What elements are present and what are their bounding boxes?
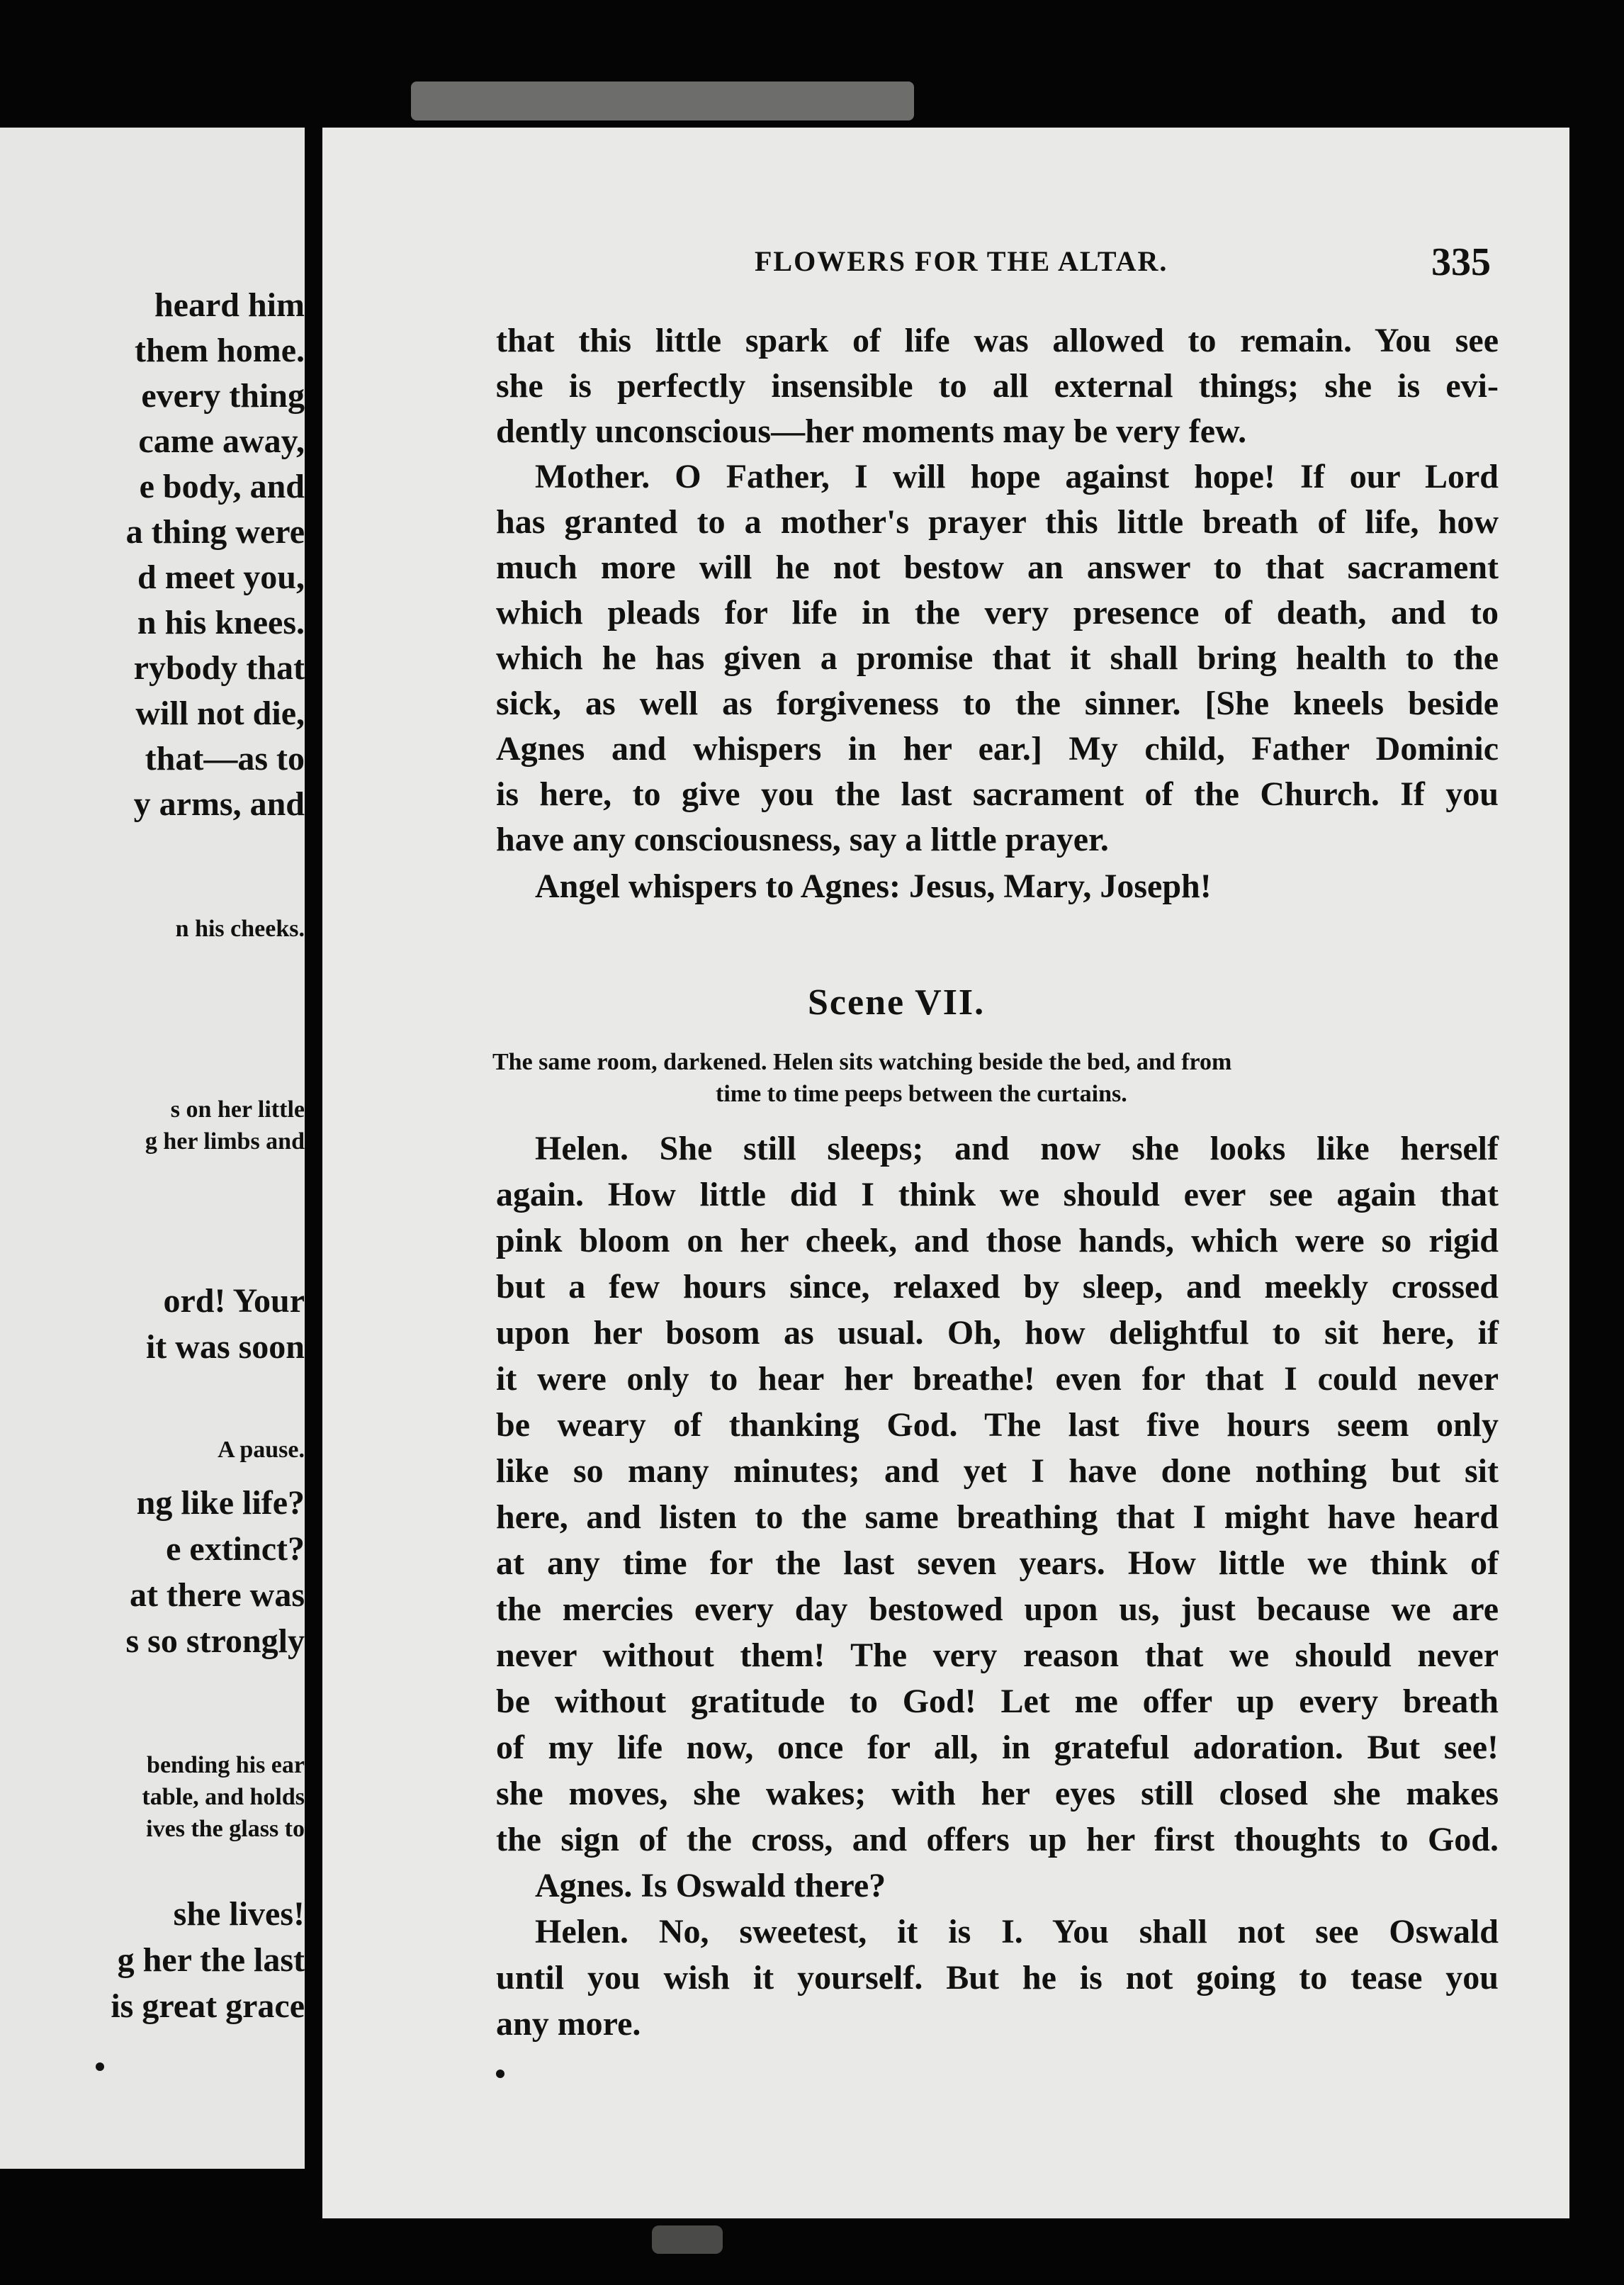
text-line: of my life now, once for all, in grateful adoration. But see! (496, 1729, 1499, 1766)
left-text-line: them home. (135, 332, 305, 369)
left-text-line: n his cheeks. (175, 916, 305, 942)
left-text-line: came away, (138, 422, 305, 460)
text-line: she moves, she wakes; with her eyes still closed she makes (496, 1775, 1499, 1812)
text-line: Agnes. Is Oswald there? (535, 1867, 886, 1904)
left-text-line: s on her little (170, 1096, 305, 1123)
text-line: Agnes and whispers in her ear.] My child, Father Dominic (496, 730, 1499, 768)
left-text-line: y arms, and (133, 785, 305, 823)
left-text-line: d meet you, (137, 558, 305, 596)
left-text-line: s so strongly (125, 1622, 305, 1660)
text-line: like so many minutes; and yet I have done nothing but sit (496, 1452, 1499, 1490)
left-text-line: ng like life? (136, 1484, 305, 1522)
left-text-line: a thing were (125, 513, 305, 551)
left-text-line: every thing (141, 377, 305, 415)
text-line: Mother. O Father, I will hope against hope! If our Lord (535, 458, 1499, 495)
text-line: which pleads for life in the very presence of death, and to (496, 594, 1499, 631)
text-line: at any time for the last seven years. How little we think of (496, 1544, 1499, 1582)
scan-smudge-top (411, 82, 914, 120)
left-text-line: g her the last (117, 1941, 305, 1979)
text-line: again. How little did I think we should ever see again that (496, 1176, 1499, 1213)
left-text-line: is great grace (111, 1987, 305, 2025)
stage-direction: The same room, darkened. Helen sits watching beside the bed, and from (492, 1049, 1232, 1075)
text-line: is here, to give you the last sacrament of the Church. If you (496, 775, 1499, 813)
left-text-line: that—as to (145, 740, 305, 777)
text-line: here, and listen to the same breathing that I might have heard (496, 1498, 1499, 1536)
stage-direction: time to time peeps between the curtains. (716, 1081, 1127, 1107)
text-line: sick, as well as forgiveness to the sinner. [She kneels beside (496, 685, 1499, 722)
left-text-line: she lives! (173, 1895, 305, 1933)
text-line: Angel whispers to Agnes: Jesus, Mary, Joseph! (535, 868, 1212, 905)
scene-title: Scene VII. (808, 982, 986, 1023)
left-text-line: rybody that (133, 649, 305, 687)
left-text-line: will not die, (135, 695, 305, 732)
page-number: 335 (1431, 240, 1491, 284)
text-line: have any consciousness, say a little prayer. (496, 821, 1109, 858)
text-line: upon her bosom as usual. Oh, how delightful to sit here, if (496, 1314, 1499, 1352)
text-line: dently unconscious—her moments may be very few. (496, 412, 1247, 450)
left-text-line: e body, and (139, 468, 305, 505)
text-line: much more will he not bestow an answer to that sacrament (496, 549, 1499, 586)
left-text-line: n his knees. (137, 604, 305, 641)
left-text-line: table, and holds (142, 1784, 305, 1810)
text-line: it were only to hear her breathe! even for that I could never (496, 1360, 1499, 1398)
text-line: Helen. She still sleeps; and now she looks like herself (535, 1130, 1499, 1167)
text-line: until you wish it yourself. But he is not going to tease you (496, 1959, 1499, 1997)
text-line: be without gratitude to God! Let me offer up every breath (496, 1683, 1499, 1720)
running-title: FLOWERS FOR THE ALTAR. (755, 245, 1168, 277)
text-line: that this little spark of life was allowed to remain. You see (496, 322, 1499, 359)
text-line: but a few hours since, relaxed by sleep, and meekly crossed (496, 1268, 1499, 1306)
left-text-line: at there was (129, 1576, 305, 1614)
text-line: has granted to a mother's prayer this little breath of life, how (496, 503, 1499, 541)
text-line: never without them! The very reason that we should never (496, 1636, 1499, 1674)
text-line: the sign of the cross, and offers up her first thoughts to God. (496, 1821, 1499, 1858)
left-text-line: ord! Your (163, 1282, 305, 1320)
text-line: be weary of thanking God. The last five hours seem only (496, 1406, 1499, 1444)
text-line: the mercies every day bestowed upon us, just because we are (496, 1590, 1499, 1628)
text-line: she is perfectly insensible to all external things; she is evi- (496, 367, 1499, 405)
text-line: pink bloom on her cheek, and those hands, which were so rigid (496, 1222, 1499, 1259)
left-text-line: e extinct? (166, 1530, 305, 1568)
scan-smudge-bottom (652, 2225, 723, 2254)
text-line: which he has given a promise that it shall bring health to the (496, 639, 1499, 677)
text-line: any more. (496, 2005, 641, 2043)
text-line: Helen. No, sweetest, it is I. You shall not see Oswald (535, 1913, 1499, 1950)
left-text-line: g her limbs and (145, 1128, 305, 1155)
left-text-line: A pause. (218, 1437, 305, 1463)
left-text-line: ives the glass to (146, 1816, 305, 1842)
left-text-line: it was soon (145, 1328, 305, 1366)
left-text-line: heard him (154, 286, 305, 324)
ink-mark (496, 2070, 504, 2078)
ink-mark (96, 2062, 104, 2071)
left-text-line: bending his ear (147, 1752, 305, 1778)
